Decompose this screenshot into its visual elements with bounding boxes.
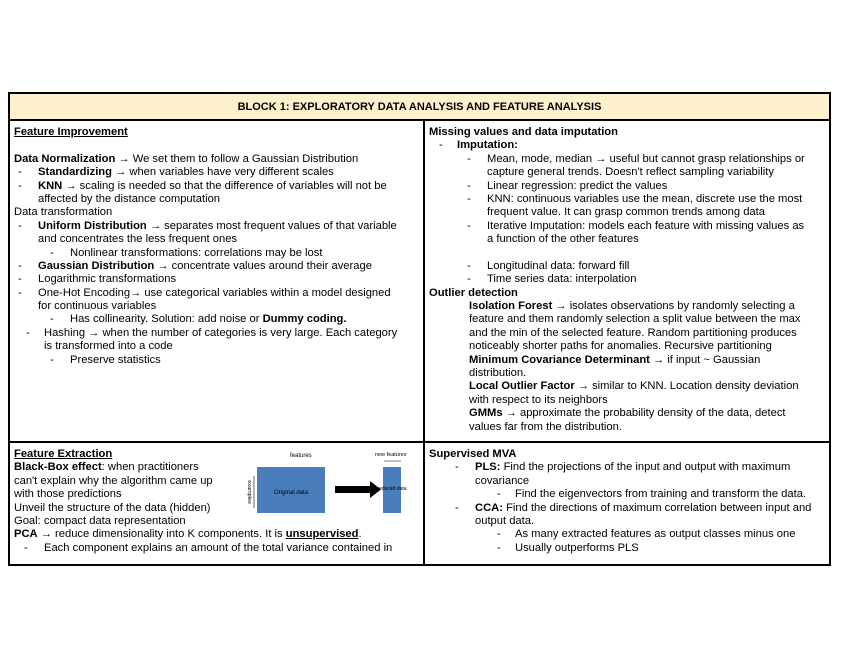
- knn-text-cont: affected by the distance computation: [38, 192, 221, 205]
- lof-text: → similar to KNN. Location density deviation: [574, 380, 799, 393]
- hashing-text: Hashing → when the number of categories is very large. Each category: [44, 326, 398, 339]
- outperforms-text: Usually outperforms PLS: [515, 541, 639, 554]
- data-transformation-label: Data transformation: [14, 206, 113, 219]
- gmm-text-2: values far from the distribution.: [469, 420, 622, 433]
- lof-term: Local Outlier Factor: [469, 380, 575, 393]
- uniform-text: → separates most frequent values of that variable: [146, 219, 397, 232]
- linreg-text: Linear regression: predict the values: [487, 179, 668, 192]
- iterative-text: Iterative Imputation: models each feature with missing values as: [487, 219, 805, 232]
- missing-values-title: Missing values and data imputation: [429, 126, 618, 138]
- black-box-text-3: with those predictions: [14, 488, 122, 501]
- mcd-text-2: distribution.: [469, 367, 527, 380]
- mcd-term: Minimum Covariance Determinant: [469, 353, 650, 366]
- features-label: features: [290, 453, 312, 459]
- dash-bullet: -: [18, 286, 22, 299]
- standardizing-text: → when variables have very different scales: [111, 166, 334, 179]
- knn-term: KNN: [38, 179, 63, 192]
- cca-text-2: output data.: [475, 514, 535, 527]
- dash-bullet: -: [50, 313, 54, 326]
- isolation-forest-term: Isolation Forest: [469, 300, 553, 313]
- pls-text-2: covariance: [475, 474, 530, 487]
- unveil-text: Unveil the structure of the data (hidden): [14, 501, 211, 514]
- pca-term: PCA: [14, 528, 38, 541]
- eigenvector-text: Find the eigenvectors from training and transform the data.: [515, 488, 807, 501]
- mcd-text: → if input ~ Gaussian: [649, 353, 761, 366]
- gmm-term: GMMs: [469, 407, 503, 420]
- mean-text: Mean, mode, median → useful but cannot grasp relationships or: [487, 152, 805, 165]
- cca-term: CCA:: [475, 501, 503, 514]
- gmm-text: → approximate the probability density of the data, detect: [502, 407, 786, 420]
- many-features-text: As many extracted features as output classes minus one: [515, 528, 796, 541]
- component-text: Each component explains an amount of the total variance contained in: [44, 541, 393, 554]
- supervised-mva-title: Supervised MVA: [429, 448, 517, 460]
- hashing-text-cont: is transformed into a code: [44, 340, 173, 353]
- missing-values-cell: [429, 126, 827, 439]
- iterative-text-cont: a function of the other features: [487, 233, 639, 246]
- dash-bullet: -: [455, 461, 459, 474]
- block-title: BLOCK 1: EXPLORATORY DATA ANALYSIS AND FEATURE ANALYSIS: [10, 94, 829, 121]
- dash-bullet: -: [467, 179, 471, 192]
- dash-bullet: -: [497, 488, 501, 501]
- knn-impute-text-cont: frequent value. It can grasp common trends among data: [487, 206, 765, 219]
- original-data-label: Original data: [273, 490, 309, 496]
- dash-bullet: -: [467, 273, 471, 286]
- dash-bullet: -: [50, 353, 54, 366]
- dash-bullet: -: [467, 152, 471, 165]
- examples-label: examples: [246, 480, 252, 504]
- outlier-detection-title: Outlier detection: [429, 286, 518, 299]
- knn-impute-text: KNN: continuous variables use the mean, discrete use the most: [487, 192, 803, 205]
- standardizing-term: Standardizing: [38, 166, 112, 179]
- reduced-data-label: reduced data: [377, 486, 407, 492]
- collinearity-text: Has collinearity. Solution: add noise or: [70, 313, 263, 326]
- data-normalization-term: Data Normalization: [14, 152, 116, 165]
- eda-summary-table: [8, 92, 831, 566]
- dash-bullet: -: [455, 501, 459, 514]
- lof-text-2: with respect to its neighbors: [469, 393, 608, 406]
- dummy-coding-term: Dummy coding.: [262, 313, 347, 326]
- dash-bullet: -: [24, 541, 28, 554]
- black-box-text: : when practitioners: [101, 461, 199, 474]
- gaussian-term: Gaussian Distribution: [38, 259, 155, 272]
- longitudinal-text: Longitudinal data: forward fill: [487, 259, 630, 272]
- nonlinear-text: Nonlinear transformations: correlations may be lost: [70, 246, 323, 259]
- dash-bullet: -: [26, 326, 30, 339]
- uniform-term: Uniform Distribution: [38, 219, 147, 232]
- pca-period: .: [358, 528, 362, 541]
- feature-improvement-cell: [14, 126, 419, 439]
- row-divider: [10, 441, 829, 443]
- dash-bullet: -: [18, 179, 22, 192]
- pls-text: Find the projections of the input and output with maximum: [500, 461, 791, 474]
- gaussian-text: → concentrate values around their average: [154, 259, 372, 272]
- dash-bullet: -: [18, 166, 22, 179]
- dash-bullet: -: [467, 219, 471, 232]
- log-text: Logarithmic transformations: [38, 273, 177, 286]
- supervised-mva-cell: [429, 448, 827, 562]
- dash-bullet: -: [439, 139, 443, 152]
- imputation-term: Imputation:: [457, 139, 518, 152]
- pca-diagram: [244, 450, 419, 516]
- dash-bullet: -: [497, 528, 501, 541]
- transform-arrow-shaft: [335, 486, 371, 493]
- isolation-forest-text-2: feature and them randomly selection a split value between the max: [469, 313, 801, 326]
- pca-text: → reduce dimensionality into K components. It is: [37, 528, 286, 541]
- new-features-label: new features: [375, 452, 407, 458]
- uniform-text-cont: and concentrates the less frequent ones: [38, 233, 238, 246]
- pls-term: PLS:: [475, 461, 501, 474]
- preserve-text: Preserve statistics: [70, 353, 161, 366]
- timeseries-text: Time series data: interpolation: [487, 273, 637, 286]
- black-box-text-2: can't explain why the algorithm came up: [14, 474, 213, 487]
- cca-text: Find the directions of maximum correlation between input and: [502, 501, 812, 514]
- column-divider: [423, 121, 425, 564]
- isolation-forest-text: → isolates observations by randomly selecting a: [552, 300, 795, 313]
- unsupervised-term: unsupervised: [285, 528, 359, 541]
- dash-bullet: -: [50, 246, 54, 259]
- mean-text-cont: capture general trends. Doesn't reflect sampling variability: [487, 166, 774, 179]
- feature-improvement-title: Feature Improvement: [14, 126, 128, 138]
- dash-bullet: -: [18, 273, 22, 286]
- knn-text: → scaling is needed so that the difference of variables will not be: [62, 179, 387, 192]
- dash-bullet: -: [497, 541, 501, 554]
- dash-bullet: -: [18, 219, 22, 232]
- feature-extraction-cell: [14, 448, 419, 562]
- dash-bullet: -: [467, 259, 471, 272]
- one-hot-text: One-Hot Encoding→ use categorical variables within a model designed: [38, 286, 391, 299]
- black-box-term: Black-Box effect: [14, 461, 102, 474]
- goal-text: Goal: compact data representation: [14, 514, 186, 527]
- isolation-forest-text-3: and the min of the selected feature. Random partitioning produces: [469, 326, 797, 339]
- feature-extraction-title: Feature Extraction: [14, 448, 113, 460]
- dash-bullet: -: [467, 192, 471, 205]
- isolation-forest-text-4: noticeably shorter paths for anomalies. Recursive partitioning: [469, 340, 772, 353]
- one-hot-text-cont: for continuous variables: [38, 300, 157, 313]
- dash-bullet: -: [18, 259, 22, 272]
- data-normalization-text: → We set them to follow a Gaussian Distribution: [115, 152, 359, 165]
